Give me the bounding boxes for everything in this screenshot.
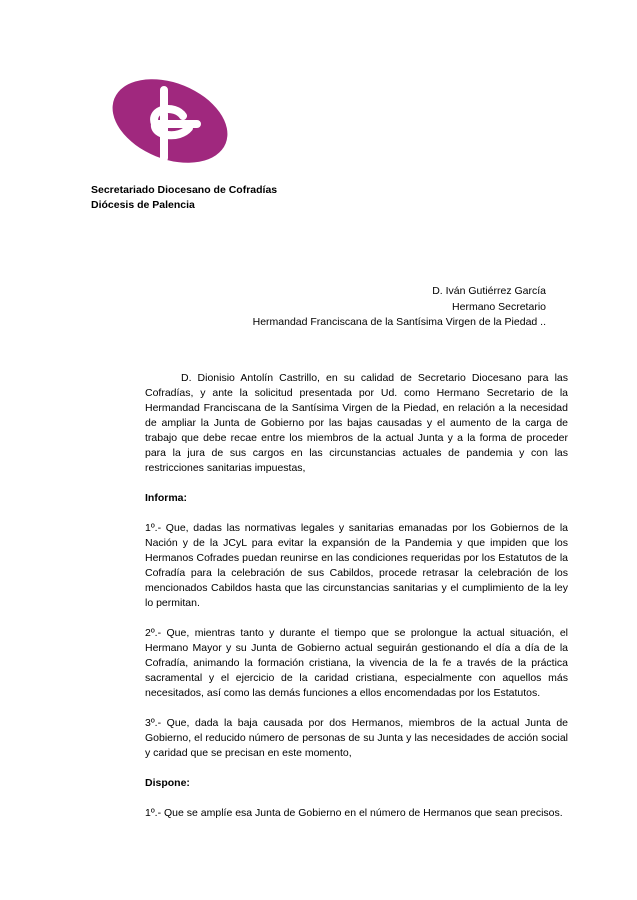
informa-item-2: 2º.- Que, mientras tanto y durante el tiempo que se prolongue la actual situación, el Hermano Mayor y su Junta de Gobierno actual seguirán gestionando el día a día de la Cofradía, animando la formación cristiana, la vivencia de la fe a través de la práctica sacramental y el ejercicio de la caridad cristiana, especialmente con aquellos más necesitados, así como las demás funciones a ellos encomendadas por los Estatutos. [145,627,568,699]
informa-heading: Informa: [145,492,187,504]
addressee-role: Hermano Secretario [452,300,546,313]
diocese-name: Diócesis de Palencia [91,199,195,211]
informa-item-3: 3º.- Que, dada la baja causada por dos Hermanos, miembros de la actual Junta de Gobierno, el reducido número de personas de su Junta y las necesidades de acción social y caridad que se precisan en este momento, [145,717,568,759]
organization-name: Secretariado Diocesano de Cofradías [91,184,278,196]
addressee-block [146,284,546,331]
letter-body [145,371,568,836]
addressee-brotherhood: Hermandad Franciscana de la Santísima Virgen de la Piedad .. [252,316,546,328]
dispone-heading: Dispone: [145,777,190,789]
addressee-name: D. Iván Gutiérrez García [432,285,546,297]
intro-paragraph: D. Dionisio Antolín Castrillo, en su calidad de Secretario Diocesano para las Cofradías, y ante la solicitud presentada por Ud. como Hermano Secretario de la Hermandad Franciscana de la Santísima Virgen de la Piedad, en relación a la necesidad de ampliar la Junta de Gobierno por las bajas causadas y el aumento de la carga de trabajo que debe recae entre los miembros de la actual Junta y a la forma de proceder para la jura de sus cargos en las circunstancias actuales de pandemia y con las restricciones sanitarias impuestas, [145,372,568,474]
diocese-logo [109,78,231,164]
informa-item-1: 1º.- Que, dadas las normativas legales y sanitarias emanadas por los Gobiernos de la Nación y de la JCyL para evitar la expansión de la Pandemia y que impiden que los Hermanos Cofrades puedan reunirse en las condiciones requeridas por los Estatutos de la Cofradía para la celebración de sus Cabildos, procede retrasar la celebración de los mencionados Cabildos hasta que las circunstancias sanitarias y el cumplimiento de la ley lo permitan. [145,522,568,609]
dispone-item-1: 1º.- Que se amplíe esa Junta de Gobierno en el número de Hermanos que sean precisos. [145,807,563,819]
organization-block [91,183,277,213]
